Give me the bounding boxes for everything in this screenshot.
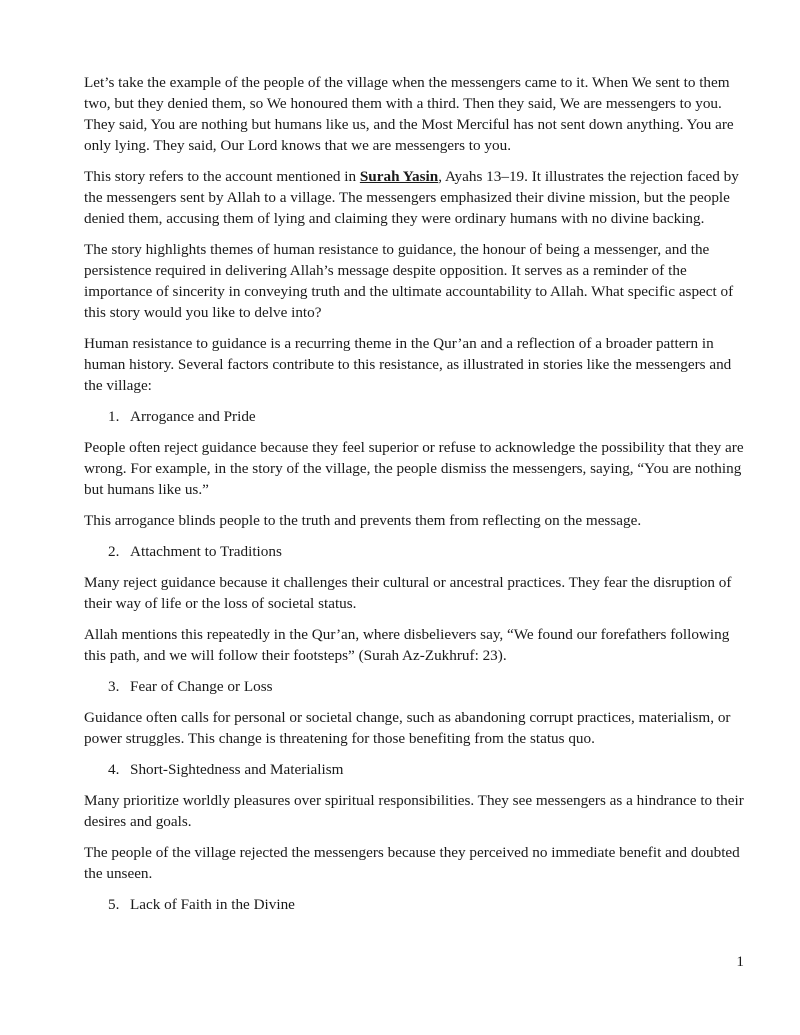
list-item-text: Lack of Faith in the Divine — [130, 896, 295, 913]
paragraph-text: , Ayahs 13–19. It illustrates the rejection faced by the messengers sent by Allah to a village. The messengers emphasized their divine mission, but the people denied them, accusing them of lying and claiming they were ordinary humans with no divine backing. — [84, 168, 739, 227]
paragraph: Allah mentions this repeatedly in the Qur’an, where disbelievers say, “We found our forefathers following this path, and we will follow their footsteps” (Surah Az-Zukhruf: 23). — [84, 626, 730, 664]
list-number: 1. — [108, 408, 120, 425]
list-item — [84, 541, 744, 562]
paragraph: People often reject guidance because they feel superior or refuse to acknowledge the possibility that they are wrong. For example, in the story of the village, the people dismiss the messengers, saying, “You are nothing but humans like us.” — [84, 439, 744, 498]
paragraph: Let’s take the example of the people of the village when the messengers came to it. When We sent to them two, but they denied them, so We honoured them with a third. Then they said, We are messengers to you. They said, You are nothing but humans like us, and the Most Merciful has not sent down anything. You are only lying. They said, Our Lord knows that we are messengers to you. — [84, 74, 734, 154]
page-number: 1 — [736, 953, 744, 970]
paragraph: This arrogance blinds people to the truth and prevents them from reflecting on the message. — [84, 512, 642, 529]
paragraph: Guidance often calls for personal or societal change, such as abandoning corrupt practices, materialism, or power struggles. This change is threatening for those benefiting from the status quo. — [84, 709, 731, 747]
list-item — [84, 894, 744, 915]
list-number: 4. — [108, 761, 120, 778]
list-number: 3. — [108, 678, 120, 695]
list-item-text: Attachment to Traditions — [130, 543, 282, 560]
document-page — [84, 72, 744, 925]
list-number: 2. — [108, 543, 120, 560]
paragraph: Human resistance to guidance is a recurring theme in the Qur’an and a reflection of a broader pattern in human history. Several factors contribute to this resistance, as illustrated in stories like the messengers and the village: — [84, 335, 732, 394]
paragraph: The story highlights themes of human resistance to guidance, the honour of being a messenger, and the persistence required in delivering Allah’s message despite opposition. It serves as a reminder of the importance of sincerity in conveying truth and the ultimate accountability to Allah. What specific aspect of this story would you like to delve into? — [84, 241, 734, 321]
paragraph — [84, 166, 744, 229]
list-item-text: Fear of Change or Loss — [130, 678, 273, 695]
paragraph: Many prioritize worldly pleasures over spiritual responsibilities. They see messengers as a hindrance to their desires and goals. — [84, 792, 744, 830]
list-item-text: Short-Sightedness and Materialism — [130, 761, 344, 778]
list-item-text: Arrogance and Pride — [130, 408, 256, 425]
surah-yasin-link[interactable]: Surah Yasin — [359, 168, 439, 185]
list-item — [84, 759, 744, 780]
paragraph-text: This story refers to the account mentioned in — [84, 168, 360, 185]
list-item — [84, 676, 744, 697]
list-number: 5. — [108, 896, 120, 913]
paragraph: The people of the village rejected the messengers because they perceived no immediate benefit and doubted the unseen. — [84, 844, 740, 882]
paragraph: Many reject guidance because it challenges their cultural or ancestral practices. They fear the disruption of their way of life or the loss of societal status. — [84, 574, 732, 612]
list-item — [84, 406, 744, 427]
